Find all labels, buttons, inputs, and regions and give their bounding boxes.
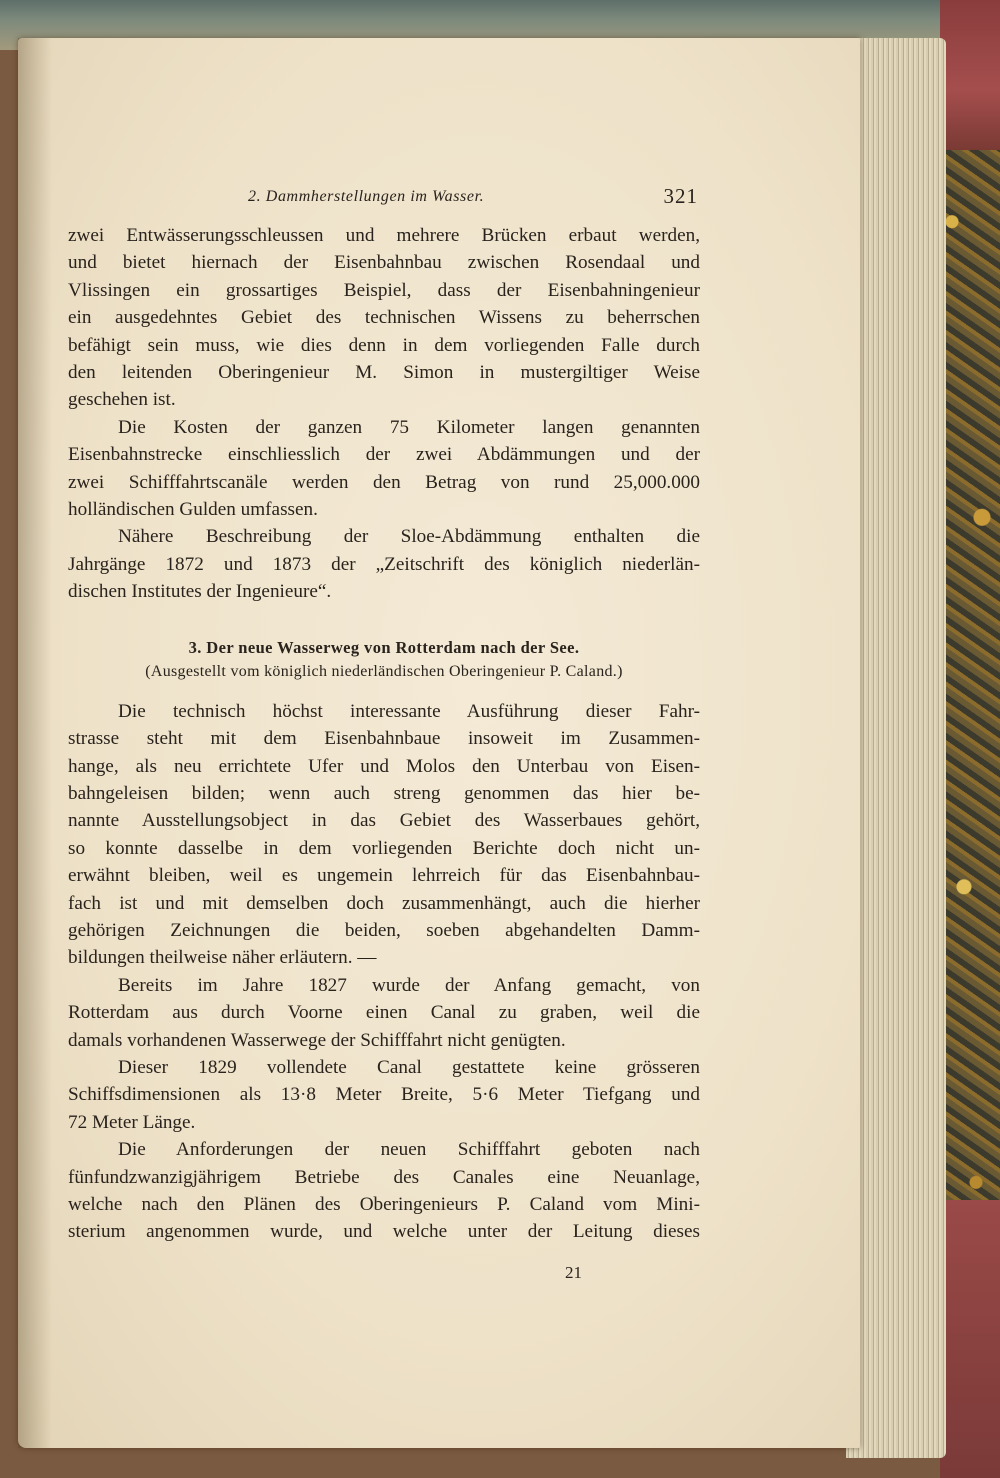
page-header <box>68 182 700 222</box>
text-line: strasse steht mit dem Eisenbahnbaue insoweit im Zusammen- <box>68 728 700 750</box>
text-line: damals vorhandenen Wasserwege der Schifffahrt nicht genügten. <box>68 1029 566 1051</box>
text-line: erwähnt bleiben, weil es ungemein lehrreich für das Eisenbahnbau- <box>68 865 700 887</box>
text-line: sterium angenommen wurde, und welche unter der Leitung dieses <box>68 1221 700 1243</box>
text-line: so konnte dasselbe in dem vorliegenden Berichte doch nicht un- <box>68 837 700 859</box>
text-line: 72 Meter Länge. <box>68 1111 196 1133</box>
text-line: Die Kosten der ganzen 75 Kilometer langen genannten <box>118 416 700 438</box>
text-line: dischen Institutes der Ingenieure“. <box>68 581 332 603</box>
text-line: geschehen ist. <box>68 389 176 411</box>
text-line: zwei Entwässerungsschleussen und mehrere Brücken erbaut werden, <box>68 225 700 246</box>
section-subtitle: (Ausgestellt vom königlich niederländischen Oberingenieur P. Caland.) <box>145 662 623 680</box>
text-line: Eisenbahnstrecke einschliesslich der zwei Abdämmungen und der <box>68 444 700 466</box>
text-line: und bietet hiernach der Eisenbahnbau zwischen Rosendaal und <box>68 252 700 274</box>
text-line: holländischen Gulden umfassen. <box>68 499 318 521</box>
body-text-top <box>68 222 700 606</box>
text-line: den leitenden Oberingenieur M. Simon in mustergiltiger Weise <box>68 362 700 384</box>
text-line: Die Anforderungen der neuen Schifffahrt geboten nach <box>118 1139 700 1161</box>
text-line: bahngeleisen bilden; wenn auch streng genommen das hier be- <box>68 782 700 804</box>
text-line: Rotterdam aus durch Voorne einen Canal zu graben, weil die <box>68 1002 700 1024</box>
text-line: Dieser 1829 vollendete Canal gestattete keine grösseren <box>118 1056 700 1078</box>
running-title: 2. Dammherstellungen im Wasser. <box>248 188 485 205</box>
text-line: zwei Schifffahrtscanäle werden den Betrag von rund 25,000.000 <box>68 471 700 493</box>
text-line: bildungen theilweise näher erläutern. — <box>68 947 377 969</box>
marbled-cover <box>940 0 1000 1478</box>
text-line: Bereits im Jahre 1827 wurde der Anfang gemacht, von <box>118 974 700 996</box>
text-line: befähigt sein muss, wie dies denn in dem vorliegenden Falle durch <box>68 334 700 356</box>
page-content <box>68 182 700 1246</box>
text-line: fünfundzwanzigjährigem Betriebe des Canales eine Neuanlage, <box>68 1166 700 1188</box>
text-line: Nähere Beschreibung der Sloe-Abdämmung enthalten die <box>118 526 700 548</box>
page-number: 321 <box>663 184 698 208</box>
page-edges <box>846 38 946 1458</box>
text-line: gehörigen Zeichnungen die beiden, soeben abgehandelten Damm- <box>68 919 700 941</box>
body-text-bottom <box>68 698 700 1246</box>
text-line: hange, als neu errichtete Ufer und Molos den Unterbau von Eisen- <box>68 755 700 777</box>
page-gutter-shadow <box>18 38 52 1448</box>
text-line: Vlissingen ein grossartiges Beispiel, dass der Eisenbahningenieur <box>68 279 700 301</box>
text-line: nannte Ausstellungsobject in das Gebiet des Wasserbaues gehört, <box>68 810 700 832</box>
text-line: Jahrgänge 1872 und 1873 der „Zeitschrift des königlich niederlän- <box>68 553 700 575</box>
text-line: welche nach den Plänen des Oberingenieurs P. Caland vom Mini- <box>68 1194 700 1215</box>
section-title: 3. Der neue Wasserweg von Rotterdam nach der See. <box>188 637 580 657</box>
text-line: ein ausgedehntes Gebiet des technischen Wissens zu beherrschen <box>68 307 700 329</box>
text-line: fach ist und mit demselben doch zusammenhängt, auch die hierher <box>68 892 700 914</box>
text-line: Schiffsdimensionen als 13·8 Meter Breite, 5·6 Meter Tiefgang und <box>68 1084 700 1106</box>
text-line: Die technisch höchst interessante Ausführung dieser Fahr- <box>118 700 700 722</box>
signature-mark: 21 <box>565 1263 582 1282</box>
